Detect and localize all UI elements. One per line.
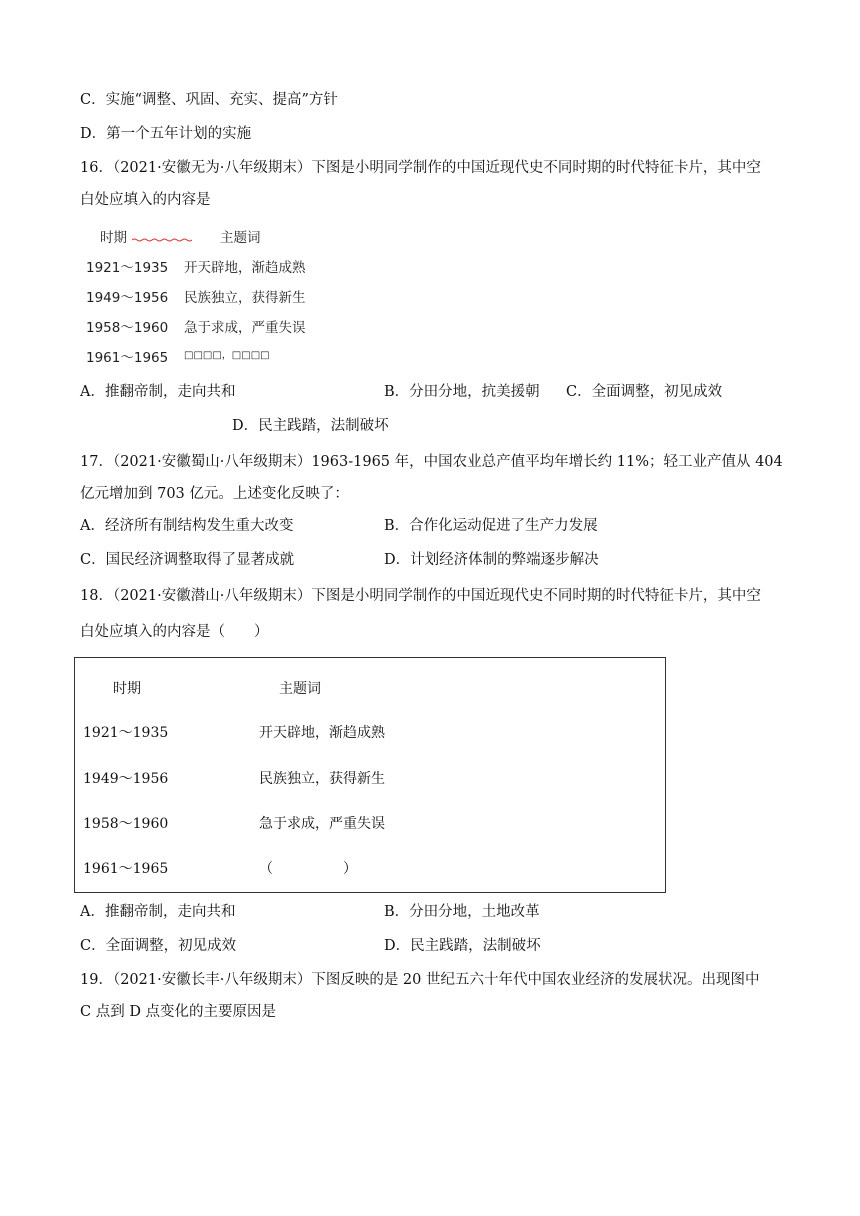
q16-option-d: D．民主践踏，法制破坏: [232, 418, 389, 434]
q18-era-table: [74, 657, 666, 893]
q16-option-c: C．全面调整，初见成效: [566, 384, 723, 400]
table-row-period: 1949～1956: [83, 771, 169, 787]
q17-option-c: C．国民经济调整取得了显著成就: [80, 552, 295, 568]
table-row-keyword: 开天辟地，渐趋成熟: [259, 725, 385, 741]
q19-stem-line1: 19．（2021·安徽长丰·八年级期末）下图反映的是 20 世纪五六十年代中国农业经济的发展状况。出现图中: [80, 972, 760, 988]
card-row-keyword: 民族独立，获得新生: [184, 290, 306, 306]
q16-option-a: A．推翻帝制，走向共和: [80, 384, 236, 400]
q18-option-d: D．民主践踏，法制破坏: [384, 938, 541, 954]
q15-option-c: C．实施“调整、巩固、充实、提高”方针: [80, 92, 338, 108]
table-row-period: 1921～1935: [83, 725, 169, 741]
card-header-keyword: 主题词: [220, 230, 261, 246]
table-row-keyword: 急于求成，严重失误: [259, 816, 385, 832]
card-header-period: 时期: [100, 230, 127, 246]
table-header-period: 时期: [113, 681, 141, 697]
q18-stem-line1: 18．（2021·安徽潜山·八年级期末）下图是小明同学制作的中国近现代史不同时期的时代特征卡片，其中空: [80, 588, 761, 604]
q17-option-a: A．经济所有制结构发生重大改变: [80, 518, 294, 534]
q17-stem-line2: 亿元增加到 703 亿元。上述变化反映了：: [80, 486, 349, 502]
q15-option-d: D．第一个五年计划的实施: [80, 126, 252, 142]
q17-option-b: B．合作化运动促进了生产力发展: [384, 518, 598, 534]
table-row-period: 1961～1965: [83, 861, 169, 877]
table-row-period: 1958～1960: [83, 816, 169, 832]
card-row-keyword: 开天辟地，渐趋成熟: [184, 260, 306, 276]
table-row-keyword-blank: （ ）: [259, 861, 357, 877]
card-row-period: 1921～1935: [86, 260, 169, 276]
q16-option-b: B．分田分地，抗美援朝: [384, 384, 540, 400]
spellcheck-squiggle: [132, 238, 192, 242]
table-row-keyword: 民族独立，获得新生: [259, 771, 385, 787]
q19-stem-line2: C 点到 D 点变化的主要原因是: [80, 1004, 277, 1020]
q18-option-a: A．推翻帝制，走向共和: [80, 904, 236, 920]
q16-stem-line2: 白处应填入的内容是: [80, 192, 211, 208]
card-row-period: 1949～1956: [86, 290, 169, 306]
card-row-keyword: 急于求成，严重失误: [184, 320, 306, 336]
card-row-period: 1961～1965: [86, 350, 169, 366]
card-row-keyword-blank: □□□□，□□□□: [184, 350, 270, 361]
card-row-period: 1958～1960: [86, 320, 169, 336]
q17-stem-line1: 17．（2021·安徽蜀山·八年级期末）1963-1965 年，中国农业总产值平均年增长约 11%；轻工业产值从 404: [80, 454, 783, 470]
q18-stem-line2: 白处应填入的内容是（ ）: [80, 624, 269, 640]
q17-option-d: D．计划经济体制的弊端逐步解决: [384, 552, 599, 568]
table-header-keyword: 主题词: [279, 681, 321, 697]
q16-stem-line1: 16．（2021·安徽无为·八年级期末）下图是小明同学制作的中国近现代史不同时期的时代特征卡片，其中空: [80, 160, 761, 176]
q18-option-c: C．全面调整，初见成效: [80, 938, 237, 954]
q16-era-card-image: [84, 222, 324, 372]
q18-option-b: B．分田分地，土地改革: [384, 904, 540, 920]
